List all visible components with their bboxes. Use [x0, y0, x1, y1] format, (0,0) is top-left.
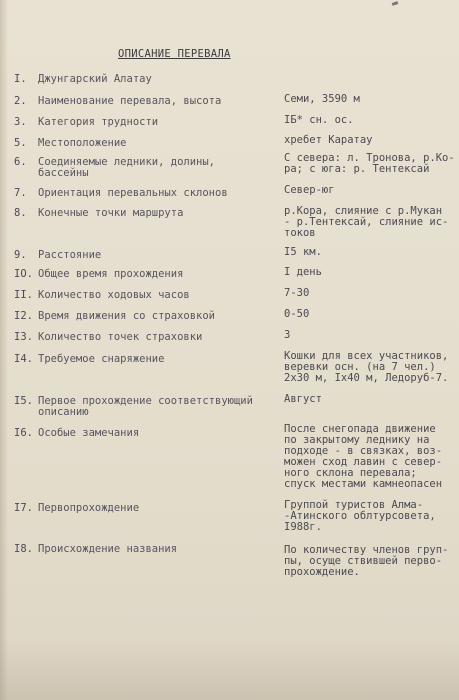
- row-value: 3: [284, 329, 291, 341]
- row-number: 5.: [14, 137, 27, 149]
- row-label: Требуемое снаряжение: [38, 353, 165, 365]
- row-label: Конечные точки маршрута: [38, 207, 184, 219]
- row-value: Север-юг: [284, 184, 335, 196]
- row-number: I7.: [14, 502, 33, 514]
- row-number: I.: [14, 73, 27, 85]
- row-number: 8.: [14, 207, 27, 219]
- row-number: 6.: [14, 156, 27, 168]
- document-title: ОПИСАНИЕ ПЕРЕВАЛА: [118, 48, 231, 60]
- row-label: бассейны: [38, 167, 89, 179]
- row-value: пы, осуще ствившей перво-: [284, 555, 443, 567]
- page-bottom-shadow: [0, 640, 459, 700]
- row-value: прохождение.: [284, 566, 360, 578]
- page-edge-shadow: [0, 0, 8, 700]
- row-value: веревки осн. (на 7 чел.): [284, 361, 436, 373]
- row-label: Ориентация перевальных склонов: [38, 187, 228, 199]
- row-value: Семи, 3590 м: [284, 93, 360, 105]
- row-value: ного склона перевала;: [284, 467, 417, 479]
- row-value: - р.Тентексай, слияние ис-: [284, 216, 449, 228]
- row-number: 3.: [14, 116, 27, 128]
- row-value: Группой туристов Алма-: [284, 499, 424, 511]
- row-value: -Атинского облтурсовета,: [284, 510, 436, 522]
- row-value: подходе - в связках, воз-: [284, 445, 443, 457]
- row-value: 0-50: [284, 308, 310, 320]
- pencil-mark: [392, 1, 399, 6]
- row-label: Первое прохождение соответствующий: [38, 395, 253, 407]
- row-value: спуск местами камнеопасен: [284, 478, 443, 490]
- row-number: IO.: [14, 268, 33, 280]
- row-value: р.Кора, слияние с р.Мукан: [284, 205, 443, 217]
- row-label: Время движения со страховкой: [38, 310, 216, 322]
- row-label: Количество точек страховки: [38, 331, 203, 343]
- row-label: Особые замечания: [38, 427, 140, 439]
- row-label: Общее время прохождения: [38, 268, 184, 280]
- row-label: описанию: [38, 406, 89, 418]
- row-number: I6.: [14, 427, 33, 439]
- row-number: I8.: [14, 543, 33, 555]
- row-number: I5.: [14, 395, 33, 407]
- row-label: Происхождение названия: [38, 543, 178, 555]
- row-value: можен сход лавин с север-: [284, 456, 443, 468]
- row-label: Расстояние: [38, 249, 102, 261]
- row-label: Количество ходовых часов: [38, 289, 190, 301]
- row-value: по закрытому леднику на: [284, 434, 430, 446]
- row-value: 2х30 м, Iх40 м, Ледоруб-7.: [284, 372, 449, 384]
- row-value: После снегопада движение: [284, 423, 436, 435]
- row-value: хребет Каратау: [284, 134, 373, 146]
- row-label: Местоположение: [38, 137, 127, 149]
- row-label: Первопрохождение: [38, 502, 140, 514]
- row-value: I день: [284, 266, 322, 278]
- row-number: 9.: [14, 249, 27, 261]
- row-value: I988г.: [284, 521, 322, 533]
- row-value: Август: [284, 393, 322, 405]
- row-number: I3.: [14, 331, 33, 343]
- row-value: По количеству членов груп-: [284, 544, 449, 556]
- row-number: 7.: [14, 187, 27, 199]
- row-label: Джунгарский Алатау: [38, 73, 152, 85]
- row-number: I2.: [14, 310, 33, 322]
- row-label: Наименование перевала, высота: [38, 95, 222, 107]
- row-number: II.: [14, 289, 33, 301]
- row-value: С севера: л. Тронова, р.Ко-: [284, 152, 455, 164]
- row-number: I4.: [14, 353, 33, 365]
- row-label: Категория трудности: [38, 116, 159, 128]
- row-value: IБ* сн. ос.: [284, 114, 354, 126]
- row-value: ра; с юга: р. Тентексай: [284, 163, 430, 175]
- row-value: Кошки для всех участников,: [284, 350, 449, 362]
- row-value: I5 км.: [284, 246, 322, 258]
- row-label: Соединяемые ледники, долины,: [38, 156, 216, 168]
- row-value: токов: [284, 227, 316, 239]
- row-number: 2.: [14, 95, 27, 107]
- row-value: 7-30: [284, 287, 310, 299]
